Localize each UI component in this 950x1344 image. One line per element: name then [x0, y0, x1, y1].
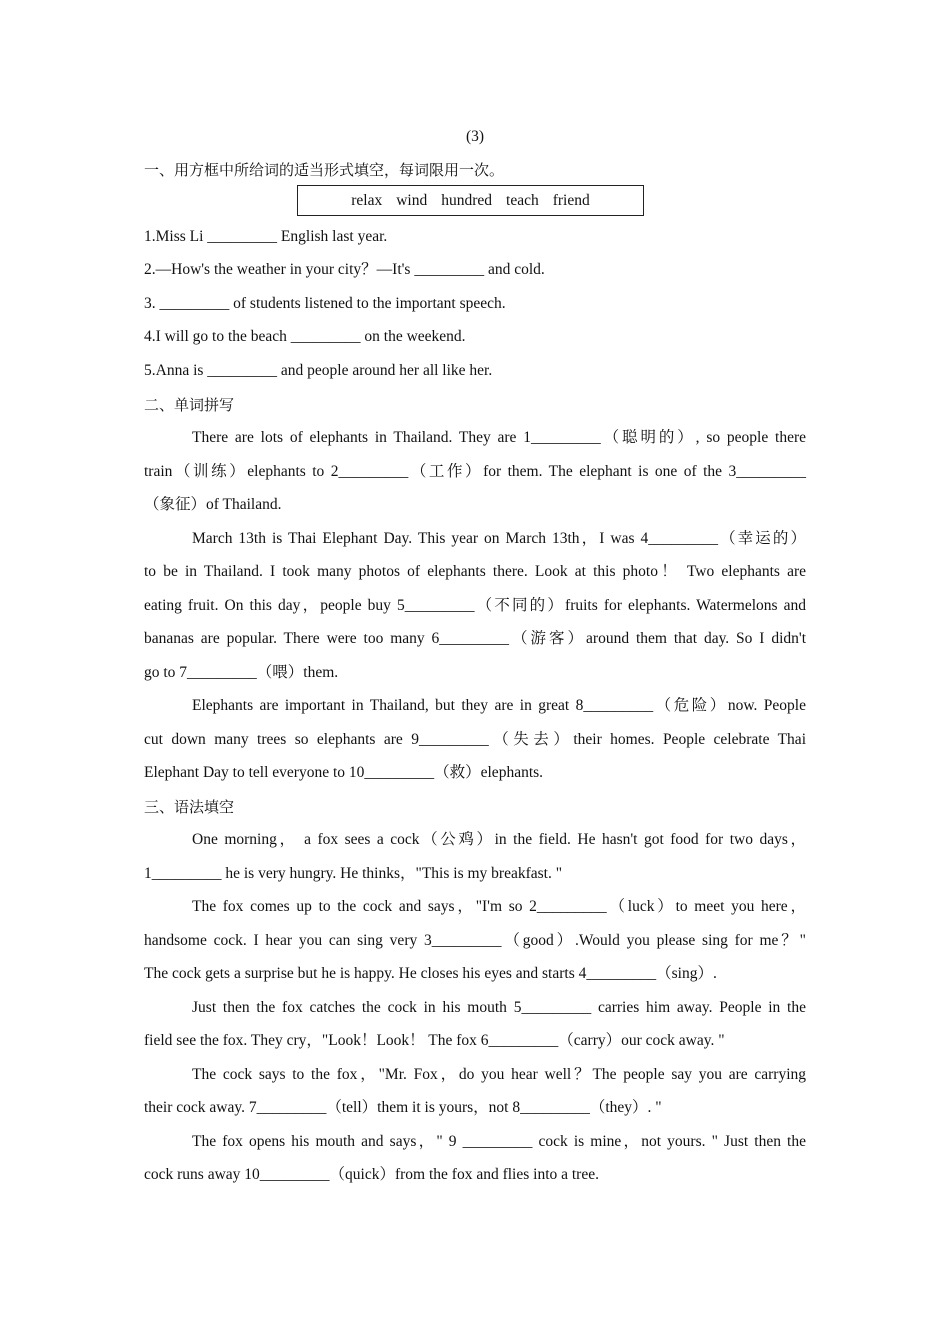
question-2: 2.—How's the weather in your city？—It's _________ and cold.: [144, 261, 545, 278]
paragraph-line: The fox opens his mouth and says，" 9 _________ cock is mine，not yours. " Just then the: [192, 1133, 806, 1150]
paragraph-line: their cock away. 7_________（tell）them it is yours，not 8_________（they）. ": [144, 1099, 662, 1116]
section2-heading: 二、单词拼写: [144, 396, 235, 414]
section1-heading: 一、用方框中所给词的适当形式填空，每词限用一次。: [144, 161, 505, 179]
paragraph-line: cut down many trees so elephants are 9_________（失去）their homes. People celebrate Thai: [144, 731, 806, 748]
paragraph-line: Just then the fox catches the cock in his mouth 5_________ carries him away. People in the: [192, 999, 806, 1016]
question-4: 4.I will go to the beach _________ on the weekend.: [144, 328, 466, 345]
paragraph-line: handsome cock. I hear you can sing very 3_________（good）.Would you please sing for me？": [144, 932, 806, 949]
word-box-item: wind: [396, 191, 428, 209]
paragraph-line: bananas are popular. There were too many 6_________（游客）around them that day. So I didn't: [144, 630, 806, 647]
paragraph-line: field see the fox. They cry，"Look！Look！ The fox 6_________（carry）our cock away. ": [144, 1032, 725, 1049]
word-box: [297, 185, 644, 216]
paragraph-line: cock runs away 10_________（quick）from the fox and flies into a tree.: [144, 1166, 599, 1183]
word-box-item: hundred: [441, 191, 493, 209]
paragraph-line: The cock says to the fox，"Mr. Fox，do you hear well？The people say you are carrying: [192, 1066, 806, 1083]
section3-heading: 三、语法填空: [144, 798, 235, 816]
question-1: 1.Miss Li _________ English last year.: [144, 228, 388, 245]
word-box-item: friend: [552, 191, 590, 209]
paragraph-line: There are lots of elephants in Thailand. They are 1_________（聪明的）, so people there: [192, 429, 806, 446]
paragraph-line: 1_________ he is very hungry. He thinks，"This is my breakfast. ": [144, 865, 563, 882]
paragraph-line: （象征）of Thailand.: [144, 496, 282, 513]
paragraph-line: go to 7_________（喂）them.: [144, 664, 339, 681]
paragraph-line: Elephants are important in Thailand, but they are in great 8_________（危险）now. People: [192, 697, 806, 714]
paragraph-line: Elephant Day to tell everyone to 10_________（救）elephants.: [144, 764, 544, 781]
paragraph-line: train（训练）elephants to 2_________（工作）for them. The elephant is one of the 3_________: [144, 463, 806, 480]
page-title: (3): [465, 128, 485, 145]
word-box-item: teach: [506, 191, 539, 209]
question-3: 3. _________ of students listened to the important speech.: [144, 295, 506, 312]
paragraph-line: to be in Thailand. I took many photos of elephants there. Look at this photo！ Two elephants are: [144, 563, 806, 580]
word-box-item: relax: [351, 191, 383, 209]
paragraph-line: March 13th is Thai Elephant Day. This year on March 13th，I was 4_________（幸运的）: [192, 530, 806, 547]
question-5: 5.Anna is _________ and people around her all like her.: [144, 362, 493, 379]
paragraph-line: eating fruit. On this day，people buy 5_________（不同的）fruits for elephants. Watermelons and: [144, 597, 806, 614]
paragraph-line: The cock gets a surprise but he is happy. He closes his eyes and starts 4_________（sing）.: [144, 965, 717, 982]
paragraph-line: The fox comes up to the cock and says，"I'm so 2_________（luck）to meet you here，: [192, 898, 806, 915]
paragraph-line: One morning， a fox sees a cock（公鸡）in the field. He hasn't got food for two days，: [192, 831, 806, 848]
